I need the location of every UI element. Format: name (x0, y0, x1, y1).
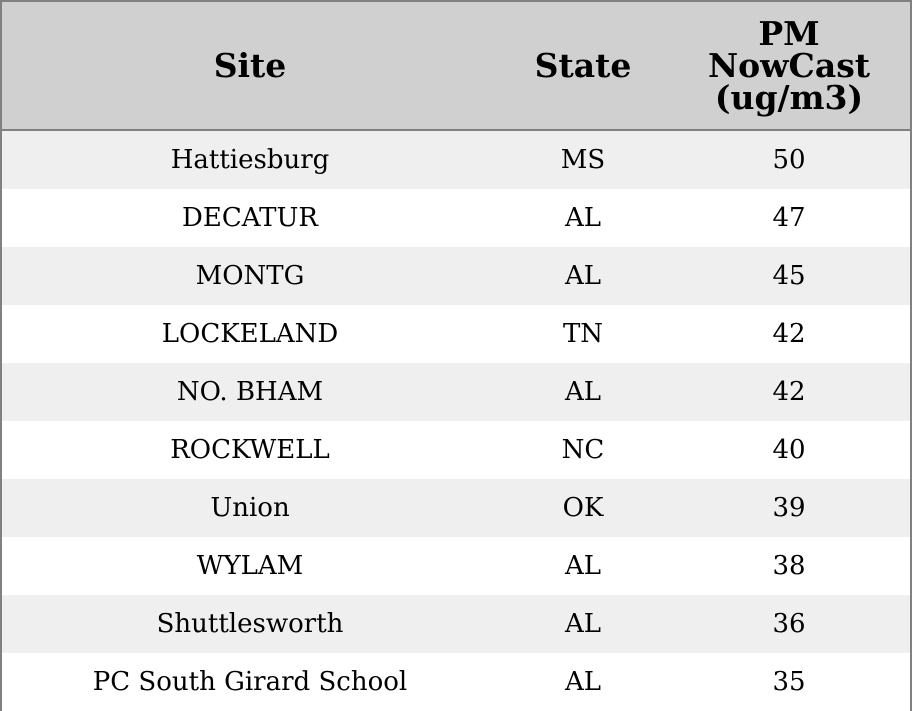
cell-state: OK (562, 493, 604, 523)
cell-pm: 35 (772, 667, 806, 697)
table-row (2, 363, 910, 421)
cell-state: NC (561, 435, 605, 465)
table-row (2, 479, 910, 537)
cell-state: AL (564, 667, 602, 697)
cell-state: AL (564, 261, 602, 291)
header-pm-line2: NowCast (707, 45, 871, 85)
cell-pm: 42 (772, 377, 806, 407)
cell-pm: 45 (772, 261, 806, 291)
cell-pm: 42 (772, 319, 806, 349)
cell-site: ROCKWELL (170, 435, 330, 465)
cell-site: DECATUR (182, 203, 318, 233)
table-row (2, 537, 910, 595)
header-pm-line1: PM (758, 13, 820, 53)
cell-site: WYLAM (196, 551, 304, 581)
cell-pm: 47 (772, 203, 806, 233)
cell-state: AL (564, 609, 602, 639)
table-row (2, 131, 910, 189)
cell-pm: 36 (772, 609, 806, 639)
cell-site: LOCKELAND (161, 319, 339, 349)
cell-pm: 50 (772, 145, 806, 175)
cell-state: AL (564, 377, 602, 407)
table-body (2, 131, 910, 711)
header-state: State (534, 45, 632, 85)
header-site: Site (213, 45, 287, 85)
cell-state: MS (560, 145, 606, 175)
cell-site: Union (210, 493, 290, 523)
cell-site: NO. BHAM (176, 377, 324, 407)
header-pm-line3: (ug/m3) (714, 77, 864, 117)
header-pm-nowcast (668, 2, 910, 129)
cell-site: Hattiesburg (170, 145, 330, 175)
cell-pm: 39 (772, 493, 806, 523)
table-row (2, 305, 910, 363)
table-header-row (2, 2, 910, 131)
cell-site: PC South Girard School (92, 667, 408, 697)
cell-pm: 40 (772, 435, 806, 465)
cell-site: MONTG (195, 261, 305, 291)
table-row (2, 247, 910, 305)
table-row (2, 595, 910, 653)
table-row (2, 421, 910, 479)
table-row (2, 189, 910, 247)
cell-site: Shuttlesworth (156, 609, 344, 639)
table-row (2, 653, 910, 711)
cell-state: AL (564, 551, 602, 581)
cell-state: TN (562, 319, 604, 349)
cell-state: AL (564, 203, 602, 233)
cell-pm: 38 (772, 551, 806, 581)
